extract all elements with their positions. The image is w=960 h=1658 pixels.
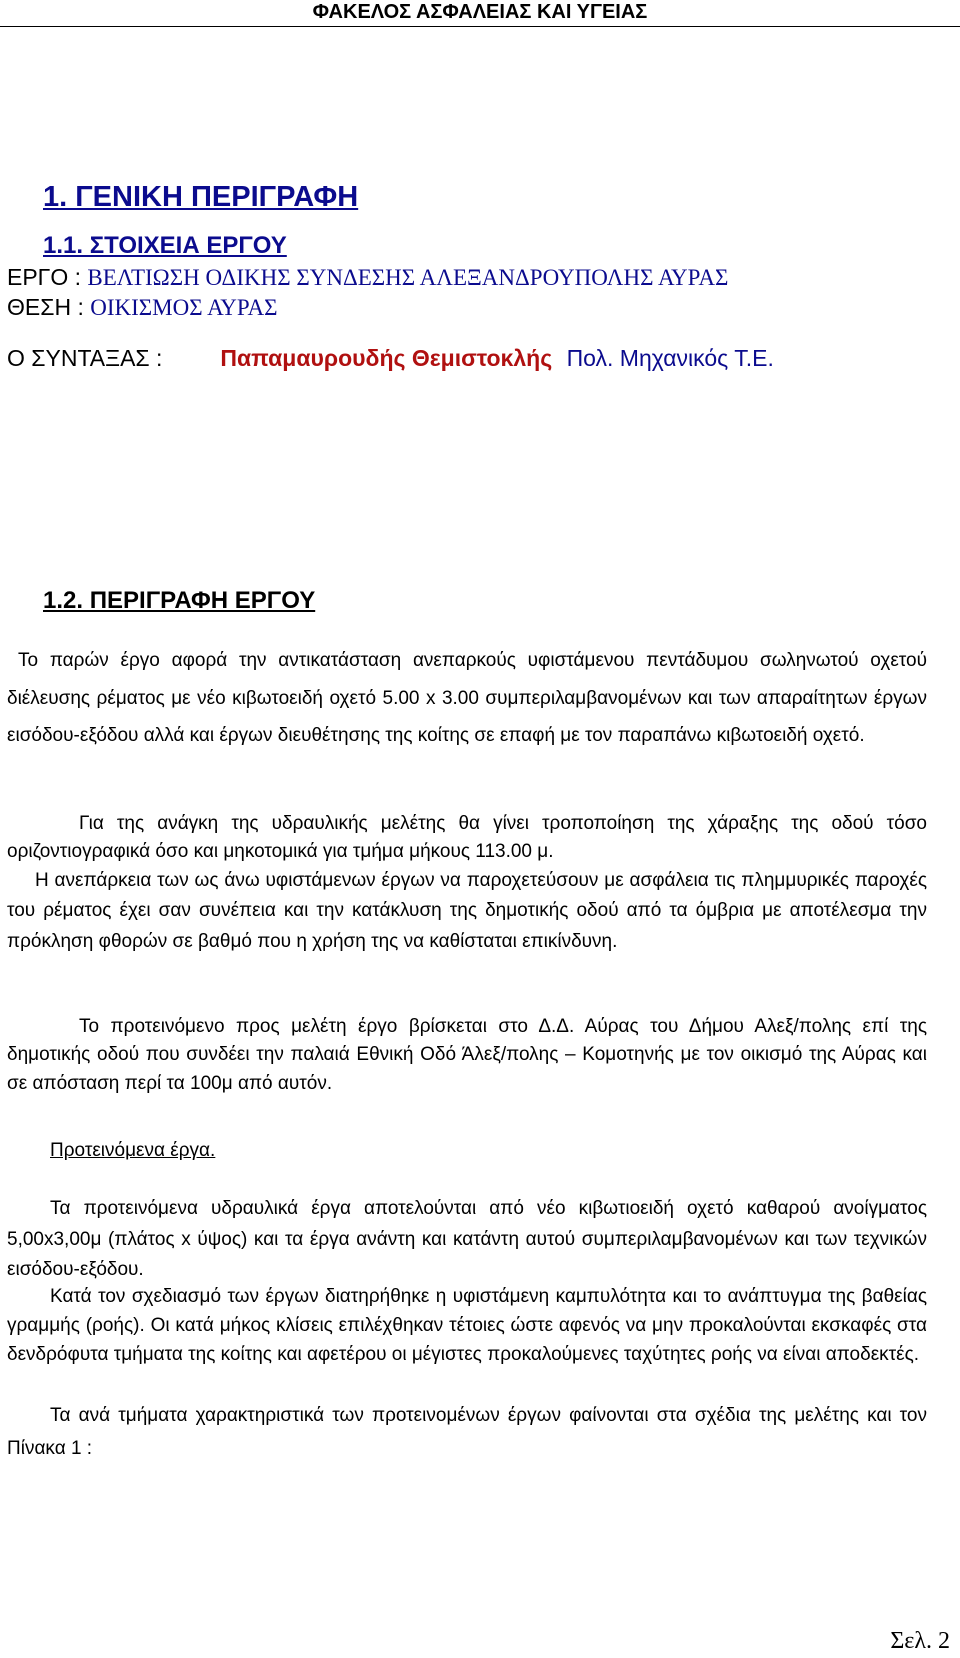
paragraph-6: Κατά τον σχεδιασμό των έργων διατηρήθηκε η υφιστάμενη καμπυλότητα και το ανάπτυγμα της βαθείας γραμμής (ροής). Οι κατά μήκος κλίσεις επιλέχθηκαν τέτοιες ώστε αφενός να μην προκαλούνται εκσκαφές στα δενδρόφυτα τμήματα της κοίτης και αφετέρου οι μέγιστες προκαλούμενες ταχύτητες ροής να είναι αποδεκτές. xyxy=(7,1286,927,1366)
author-name: Παπαμαυρουδής Θεμιστοκλής xyxy=(220,345,553,371)
project-label: ΕΡΓΟ : xyxy=(7,264,88,290)
location-label: ΘΕΣΗ : xyxy=(7,294,91,320)
project-row xyxy=(7,264,728,291)
location-value: ΟΙΚΙΣΜΟΣ ΑΥΡΑΣ xyxy=(90,295,278,320)
paragraph-3: Η ανεπάρκεια των ως άνω υφιστάμενων έργων να παροχετεύσουν με ασφάλεια τις πλημμυρικές παροχές του ρέματος έχει σαν συνέπεια και την κατάκλυση της δημοτικής οδού από τα όμβρια με αποτέλεσμα την πρόκληση φθορών σε βαθμό που η χρήση της να καθίσταται επικίνδυνη. xyxy=(7,870,927,952)
paragraph-7: Τα ανά τμήματα χαρακτηριστικά των προτεινομένων έργων φαίνονται στα σχέδια της μελέτης και τον Πίνακα 1 : xyxy=(7,1405,927,1459)
header-title: ΦΑΚΕΛΟΣ ΑΣΦΑΛΕΙΑΣ ΚΑΙ ΥΓΕΙΑΣ xyxy=(312,1,648,23)
proposed-works-subheading: Προτεινόμενα έργα. xyxy=(50,1140,216,1161)
page-number: Σελ. 2 xyxy=(890,1628,950,1654)
paragraph-2: Για της ανάγκη της υδραυλικής μελέτης θα γίνει τροποποίηση της χάραξης της οδού τόσο οριζοντιογραφικά όσο και μηκοτομικά για τμήμα μήκους 113.00 μ. xyxy=(7,813,927,863)
author-row xyxy=(7,345,774,372)
section-1-2-heading: 1.2. ΠΕΡΙΓΡΑΦΗ ΕΡΓΟΥ xyxy=(43,587,316,614)
section-1-1-heading: 1.1. ΣΤΟΙΧΕΙΑ ΕΡΓΟΥ xyxy=(43,232,287,259)
author-label: Ο ΣΥΝΤΑΞΑΣ : xyxy=(7,345,163,371)
location-row xyxy=(7,294,278,321)
section-1-heading: 1. ΓΕΝΙΚΗ ΠΕΡΙΓΡΑΦΗ xyxy=(43,181,359,213)
paragraph-1: Το παρών έργο αφορά την αντικατάσταση ανεπαρκούς υφιστάμενου πεντάδυμου σωληνωτού οχετού διέλευσης ρέματος με νέο κιβωτοειδή οχετό 5.00 x 3.00 συμπεριλαμβανομένων και των απαραίτητων έργων εισόδου-εξόδου αλλά και έργων διευθέτησης της κοίτης σε επαφή με τον παραπάνω κιβωτοειδή οχετό. xyxy=(7,650,927,747)
page-header xyxy=(0,0,960,27)
project-value: ΒΕΛΤΙΩΣΗ ΟΔΙΚΗΣ ΣΥΝΔΕΣΗΣ ΑΛΕΞΑΝΔΡΟΥΠΟΛΗΣ ΑΥΡΑΣ xyxy=(87,265,729,290)
paragraph-5: Τα προτεινόμενα υδραυλικά έργα αποτελούνται από νέο κιβωτιοειδή οχετό καθαρού ανοίγματος 5,00x3,00μ (πλάτος x ύψος) και τα έργα ανάντη και κατάντη αυτού συμπεριλαμβανομένων και των τεχνικών εισόδου-εξόδου. xyxy=(7,1198,927,1280)
paragraph-4: Το προτεινόμενο προς μελέτη έργο βρίσκεται στο Δ.Δ. Αύρας του Δήμου Αλεξ/πολης επί της δημοτικής οδού που συνδέει την παλαιά Εθνική Οδό Άλεξ/πολης – Κομοτηνής με τον οικισμό της Αύρας και σε απόσταση περί τα 100μ από αυτόν. xyxy=(7,1016,927,1094)
author-title: Πολ. Μηχανικός Τ.Ε. xyxy=(566,345,774,371)
